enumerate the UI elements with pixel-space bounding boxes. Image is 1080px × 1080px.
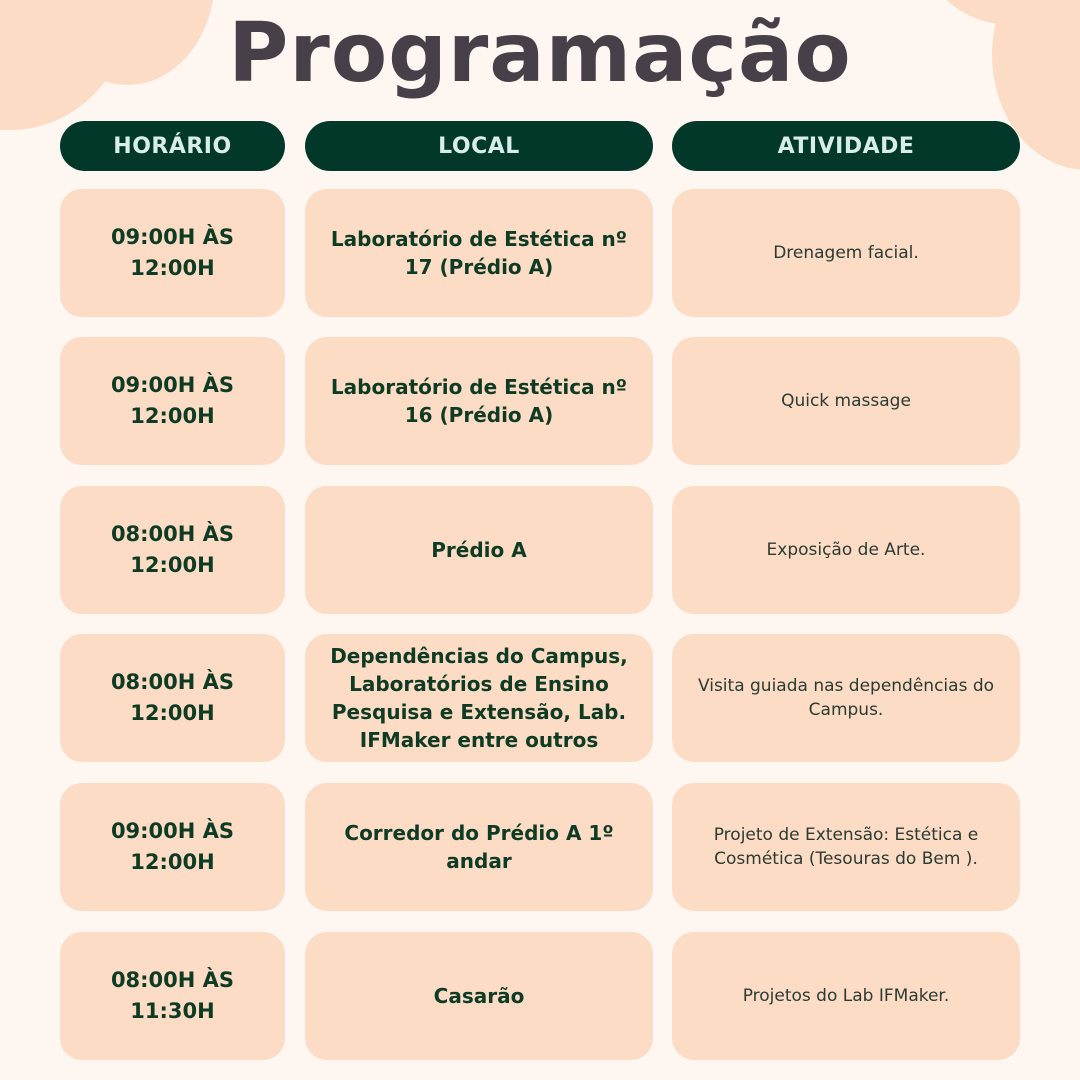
table-row-4-horario — [60, 634, 285, 762]
header-local: LOCAL — [305, 121, 653, 171]
horario-end: 11:30H — [130, 999, 215, 1023]
table-row-2-atividade: Quick massage — [672, 337, 1020, 465]
table-row-5-local: Corredor do Prédio A 1º andar — [305, 783, 653, 911]
table-row-3-local: Prédio A — [305, 486, 653, 614]
horario-end: 12:00H — [130, 404, 215, 428]
horario-start: 08:00H ÀS — [110, 968, 235, 992]
header-horario: HORÁRIO — [60, 121, 285, 171]
horario-start: 09:00H ÀS — [110, 373, 235, 397]
table-row-6-local: Casarão — [305, 932, 653, 1060]
table-row-3-horario — [60, 486, 285, 614]
horario-end: 12:00H — [130, 256, 215, 280]
table-row-4-local: Dependências do Campus, Laboratórios de Ensino Pesquisa e Extensão, Lab. IFMaker entre outros — [305, 634, 653, 762]
table-row-6-atividade: Projetos do Lab IFMaker. — [672, 932, 1020, 1060]
table-row-4-atividade: Visita guiada nas dependências do Campus. — [672, 634, 1020, 762]
horario-end: 12:00H — [130, 701, 215, 725]
table-row-1-atividade: Drenagem facial. — [672, 189, 1020, 317]
table-row-5-atividade: Projeto de Extensão: Estética e Cosmética (Tesouras do Bem ). — [672, 783, 1020, 911]
table-row-3-atividade: Exposição de Arte. — [672, 486, 1020, 614]
table-row-1-horario — [60, 189, 285, 317]
table-row-1-local: Laboratório de Estética nº 17 (Prédio A) — [305, 189, 653, 317]
horario-start: 08:00H ÀS — [110, 522, 235, 546]
horario-end: 12:00H — [130, 553, 215, 577]
horario-start: 08:00H ÀS — [110, 670, 235, 694]
table-row-2-horario — [60, 337, 285, 465]
table-row-5-horario — [60, 783, 285, 911]
table-row-2-local: Laboratório de Estética nº 16 (Prédio A) — [305, 337, 653, 465]
horario-end: 12:00H — [130, 850, 215, 874]
horario-start: 09:00H ÀS — [110, 819, 235, 843]
table-row-6-horario — [60, 932, 285, 1060]
header-atividade: ATIVIDADE — [672, 121, 1020, 171]
page-title: Programação — [228, 6, 852, 101]
horario-start: 09:00H ÀS — [110, 225, 235, 249]
